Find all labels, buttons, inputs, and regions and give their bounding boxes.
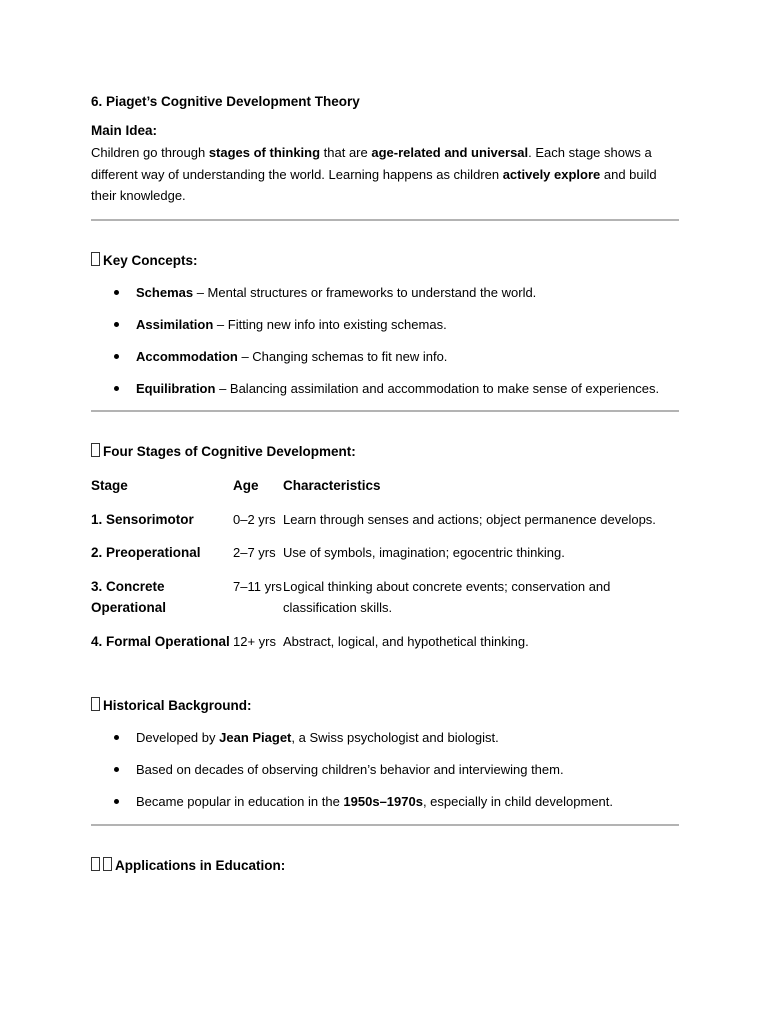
main-idea-bold-1: stages of thinking <box>208 145 321 160</box>
list-item <box>91 346 679 368</box>
applications-heading <box>91 855 679 877</box>
history-text-post: , especially in child development. <box>422 794 614 809</box>
missing-glyph-icon <box>103 857 112 871</box>
history-text-pre: Based on decades of observing children’s behavior and interviewing them. <box>136 762 564 777</box>
stage-cell: 3. Concrete Operational <box>91 578 167 615</box>
stages-table <box>91 475 679 664</box>
main-idea-text-2: that are <box>320 145 372 160</box>
stages-heading-text: Four Stages of Cognitive Development: <box>103 444 356 459</box>
concept-desc: – Mental structures or frameworks to understand the world. <box>193 284 537 300</box>
table-row <box>91 576 679 631</box>
history-text-pre: Developed by <box>136 730 220 745</box>
bullet-icon <box>114 799 119 804</box>
concept-term: Equilibration <box>136 380 216 396</box>
concept-desc: – Fitting new info into existing schemas. <box>213 316 447 332</box>
characteristics-cell: Use of symbols, imagination; egocentric thinking. <box>283 545 565 560</box>
column-header-age: Age <box>233 478 259 493</box>
bullet-icon <box>114 354 119 359</box>
document-page <box>91 88 679 877</box>
main-idea-bold-3: actively explore <box>502 166 601 182</box>
concept-term: Accommodation <box>136 348 238 364</box>
main-idea-text-4: and build their knowledge. <box>91 166 657 203</box>
concept-desc: – Changing schemas to fit new info. <box>237 348 448 364</box>
characteristics-cell: Logical thinking about concrete events; conservation and classification skills. <box>283 578 611 615</box>
list-item <box>91 759 679 781</box>
concept-term: Assimilation <box>136 316 214 332</box>
characteristics-cell: Abstract, logical, and hypothetical thinking. <box>283 633 529 649</box>
list-item <box>91 314 679 336</box>
list-item <box>91 282 679 304</box>
bullet-icon <box>114 290 119 295</box>
table-row <box>91 542 679 576</box>
stage-cell: 2. Preoperational <box>91 545 201 560</box>
concept-term: Schemas <box>136 284 194 300</box>
main-idea-bold-2: age-related and universal <box>371 145 529 160</box>
key-concepts-heading <box>91 250 679 272</box>
list-item <box>91 727 679 749</box>
age-cell: 12+ yrs <box>233 633 276 649</box>
historical-list <box>91 727 679 813</box>
missing-glyph-icon <box>91 857 100 871</box>
stage-cell: 1. Sensorimotor <box>91 511 194 527</box>
stages-heading <box>91 441 679 463</box>
list-item <box>91 791 679 813</box>
characteristics-cell: Learn through senses and actions; object permanence develops. <box>283 511 656 527</box>
age-cell: 7–11 yrs <box>233 578 282 594</box>
historical-heading <box>91 695 679 717</box>
main-idea-text <box>91 142 679 207</box>
column-header-stage: Stage <box>91 478 128 493</box>
bullet-icon <box>114 735 119 740</box>
applications-heading-text: Applications in Education: <box>115 857 286 873</box>
table-row <box>91 631 679 665</box>
list-item <box>91 378 679 400</box>
age-cell: 0–2 yrs <box>233 511 276 527</box>
bullet-icon <box>114 386 119 391</box>
table-row <box>91 509 679 543</box>
historical-heading-text: Historical Background: <box>103 698 252 713</box>
stage-cell: 4. Formal Operational <box>91 633 230 649</box>
key-concepts-list <box>91 282 679 400</box>
concept-desc: – Balancing assimilation and accommodation to make sense of experiences. <box>215 380 660 396</box>
history-text-bold: Jean Piaget <box>219 730 292 745</box>
table-header-row <box>91 475 679 509</box>
main-idea-heading: Main Idea: <box>91 123 158 138</box>
missing-glyph-icon <box>91 252 100 266</box>
age-cell: 2–7 yrs <box>233 545 276 560</box>
key-concepts-heading-text: Key Concepts: <box>103 252 198 268</box>
main-idea-text-1: Children go through <box>91 145 209 160</box>
bullet-icon <box>114 322 119 327</box>
history-text-post: , a Swiss psychologist and biologist. <box>291 730 499 745</box>
main-idea-text-3: . Each stage shows a different way of understanding the world. Learning happens as children <box>91 145 652 182</box>
column-header-characteristics: Characteristics <box>283 478 381 493</box>
bullet-icon <box>114 767 119 772</box>
missing-glyph-icon <box>91 697 100 711</box>
history-text-bold: 1950s–1970s <box>343 794 423 809</box>
document-title: 6. Piaget’s Cognitive Development Theory <box>91 94 360 109</box>
missing-glyph-icon <box>91 443 100 457</box>
history-text-pre: Became popular in education in the <box>136 794 344 809</box>
